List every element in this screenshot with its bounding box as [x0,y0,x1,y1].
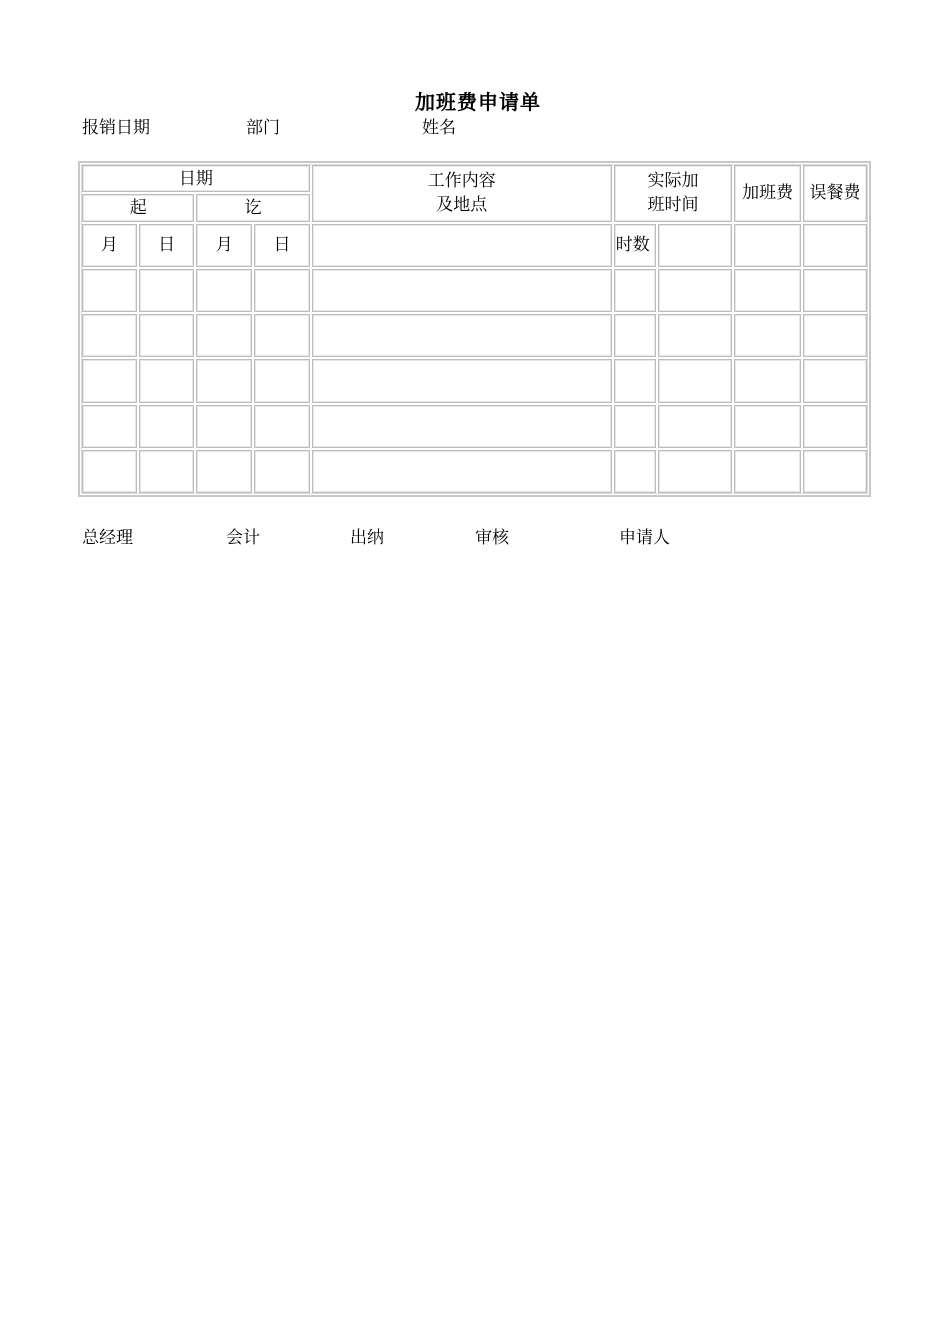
row-hours[interactable] [658,269,732,312]
table-row [82,314,867,357]
row-month-start[interactable] [82,405,137,448]
table-row [82,359,867,402]
overtime-fee-header: 加班费 [734,165,801,222]
month-start-header: 月 [82,224,137,267]
row-work-content[interactable] [312,450,612,493]
form-title: 加班费申请单 [415,90,541,114]
row-overtime-fee[interactable] [734,450,801,493]
general-manager-label: 总经理 [82,528,133,548]
day-start-header: 日 [139,224,195,267]
overtime-fee-subheader [734,224,801,267]
row-hours-label[interactable] [614,359,657,402]
row-day-end[interactable] [254,405,310,448]
row-day-end[interactable] [254,450,310,493]
end-header: 讫 [196,194,309,221]
row-month-start[interactable] [82,450,137,493]
name-label: 姓名 [422,118,456,138]
row-day-start[interactable] [139,450,195,493]
day-end-header: 日 [254,224,310,267]
row-overtime-fee[interactable] [734,359,801,402]
row-day-end[interactable] [254,269,310,312]
row-overtime-fee[interactable] [734,269,801,312]
table-row [82,269,867,312]
month-end-header: 月 [196,224,252,267]
row-day-start[interactable] [139,314,195,357]
row-work-content[interactable] [312,359,612,402]
work-content-header-line2: 及地点 [436,195,488,216]
work-content-subheader [312,224,612,267]
row-day-start[interactable] [139,405,195,448]
meal-fee-subheader [803,224,867,267]
applicant-label: 申请人 [619,528,670,548]
row-hours[interactable] [658,314,732,357]
row-hours-label[interactable] [614,314,657,357]
reviewer-label: 审核 [475,528,509,548]
row-meal-fee[interactable] [803,450,867,493]
row-work-content[interactable] [312,269,612,312]
hours-value-header [658,224,732,267]
hours-header: 时数 [614,224,657,267]
row-hours-label[interactable] [614,450,657,493]
row-month-end[interactable] [196,359,252,402]
row-work-content[interactable] [312,314,612,357]
table-row [82,450,867,493]
row-month-start[interactable] [82,314,137,357]
actual-time-header [614,165,733,222]
actual-time-header-line1: 实际加 [647,171,699,192]
row-meal-fee[interactable] [803,359,867,402]
row-hours[interactable] [658,450,732,493]
overtime-table [78,161,871,497]
cashier-label: 出纳 [350,528,384,548]
work-content-header [312,165,612,222]
row-month-start[interactable] [82,359,137,402]
row-day-end[interactable] [254,314,310,357]
meal-fee-header: 误餐费 [803,165,867,222]
row-month-end[interactable] [196,314,252,357]
row-overtime-fee[interactable] [734,314,801,357]
row-day-start[interactable] [139,269,195,312]
row-work-content[interactable] [312,405,612,448]
row-day-end[interactable] [254,359,310,402]
row-hours-label[interactable] [614,269,657,312]
row-hours[interactable] [658,405,732,448]
row-overtime-fee[interactable] [734,405,801,448]
row-hours-label[interactable] [614,405,657,448]
start-header: 起 [82,194,194,221]
row-month-start[interactable] [82,269,137,312]
row-month-end[interactable] [196,405,252,448]
department-label: 部门 [246,118,280,138]
row-day-start[interactable] [139,359,195,402]
work-content-header-line1: 工作内容 [427,171,496,192]
table-row [82,405,867,448]
row-meal-fee[interactable] [803,314,867,357]
row-month-end[interactable] [196,450,252,493]
row-hours[interactable] [658,359,732,402]
row-meal-fee[interactable] [803,269,867,312]
row-month-end[interactable] [196,269,252,312]
row-meal-fee[interactable] [803,405,867,448]
date-header: 日期 [82,165,310,192]
reimburse-date-label: 报销日期 [82,118,150,138]
accountant-label: 会计 [226,528,260,548]
actual-time-header-line2: 班时间 [647,195,699,216]
